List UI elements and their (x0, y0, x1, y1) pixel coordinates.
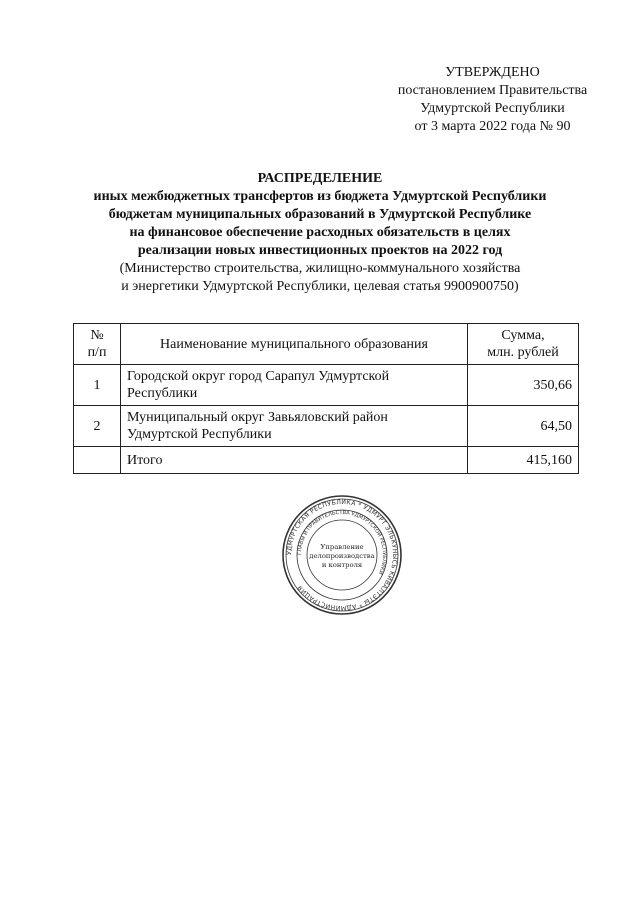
row-num: 2 (74, 406, 121, 447)
table-total-row (74, 447, 579, 474)
approval-line: Удмуртской Республики (420, 101, 565, 116)
header-sum-line: Сумма, (501, 328, 545, 343)
row-name-line: Удмуртской Республики (127, 427, 272, 442)
row-name-line: Республики (127, 386, 198, 401)
row-sum: 64,50 (468, 406, 579, 447)
row-num: 1 (74, 365, 121, 406)
title-line: реализации новых инвестиционных проектов на 2022 год (137, 243, 503, 258)
row-name-line: Муниципальный округ Завьяловский район (127, 410, 388, 425)
official-seal-stamp (281, 494, 403, 616)
total-sum: 415,160 (468, 447, 579, 474)
header-num-line: № (90, 328, 104, 343)
title-note: и энергетики Удмуртской Республики, целевая статья 9900900750) (121, 279, 519, 294)
table-row (74, 365, 579, 406)
approval-date: от 3 марта 2022 года № 90 (414, 119, 571, 134)
seal-center-line: делопроизводства (309, 552, 375, 560)
approval-line: постановлением Правительства (397, 83, 588, 98)
header-num-line: п/п (87, 345, 107, 360)
row-name-line: Городской округ город Сарапул Удмуртской (127, 369, 390, 384)
table-header-row (74, 324, 579, 365)
header-num (74, 324, 121, 365)
title-line: на финансовое обеспечение расходных обязательств в целях (129, 225, 511, 240)
distribution-table (73, 323, 579, 474)
header-sum-line: млн. рублей (487, 345, 559, 360)
seal-center-line: и контроля (321, 561, 363, 569)
row-name (121, 365, 468, 406)
approval-heading: УТВЕРЖДЕНО (445, 65, 540, 80)
header-sum (468, 324, 579, 365)
approval-block (380, 64, 605, 136)
title-heading: РАСПРЕДЕЛЕНИЕ (257, 171, 383, 186)
seal-outer-text: УДМУРТСКАЯ РЕСПУБЛИКА * УДМУРТ ЭЛЬКУНЫСЬ КИВАЛТЭТЫ * АДМИНИСТРАЦИЯ (285, 498, 399, 612)
total-num-empty (74, 447, 121, 474)
seal-inner-text: ГЛАВЫ И ПРАВИТЕЛЬСТВА УДМУРТСКОЙ РЕСПУБЛИКИ (296, 509, 388, 576)
row-name (121, 406, 468, 447)
table-row (74, 406, 579, 447)
title-line: иных межбюджетных трансфертов из бюджета Удмуртской Республики (93, 189, 547, 204)
row-sum: 350,66 (468, 365, 579, 406)
total-label: Итого (121, 447, 468, 474)
seal-center-line: Управление (320, 543, 364, 551)
header-name: Наименование муниципального образования (121, 324, 468, 365)
title-line: бюджетам муниципальных образований в Удмуртской Республике (108, 207, 532, 222)
title-note: (Министерство строительства, жилищно-коммунального хозяйства (119, 261, 521, 276)
document-title (40, 170, 600, 296)
